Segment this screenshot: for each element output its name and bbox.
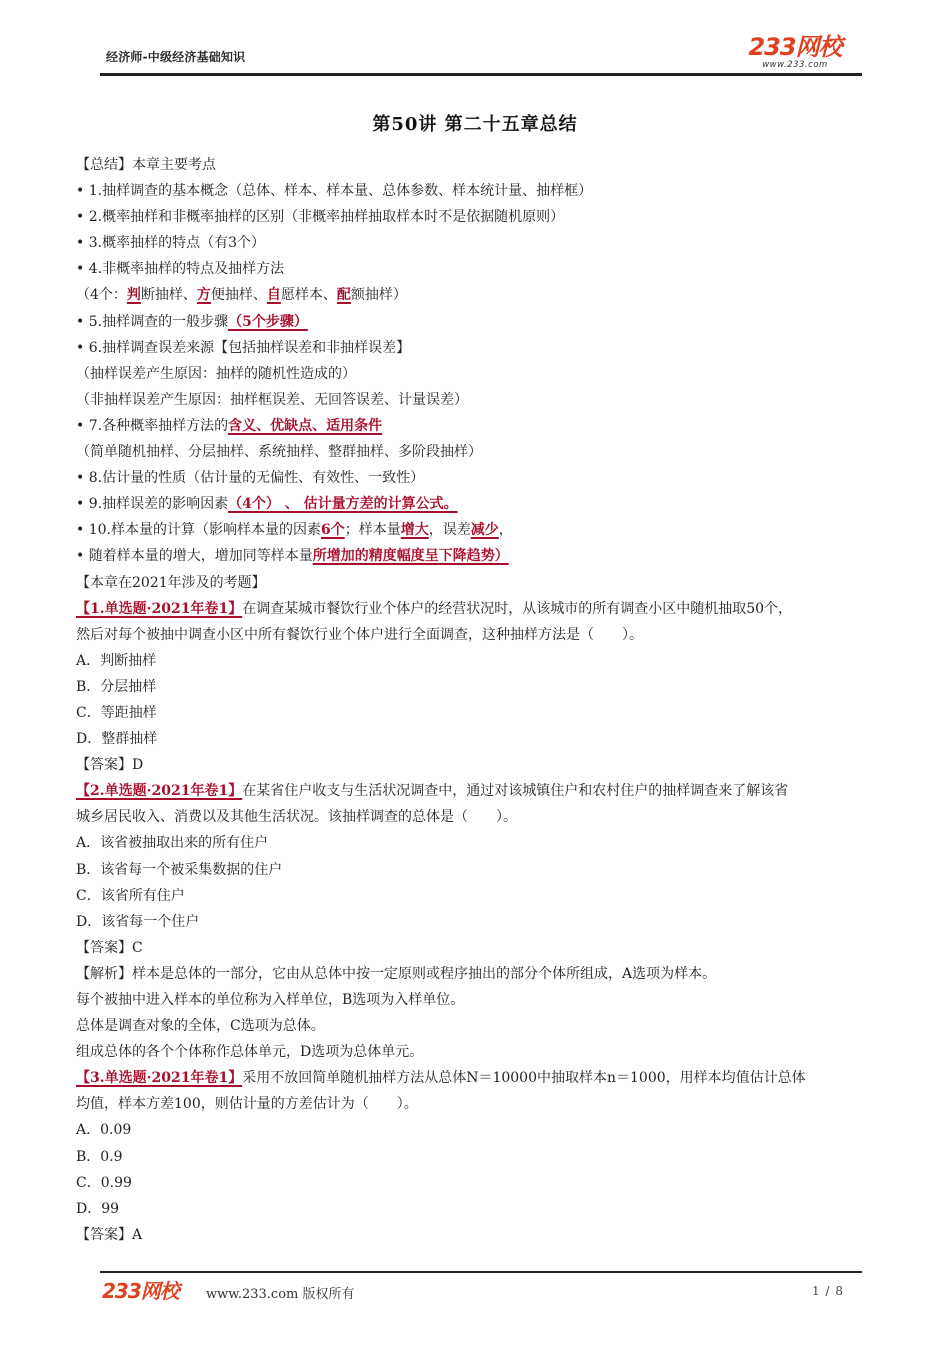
summary-item-3: • 3.概率抽样的特点（有3个） [76, 235, 265, 252]
question-3-answer: 【答案】A [76, 1226, 143, 1243]
question-3-stem [76, 1065, 876, 1091]
question-2-stem-cont: 城乡居民收入、消费以及其他生活状况。该抽样调查的总体是（ ）。 [76, 809, 517, 826]
text-span: 愿样本、 [280, 287, 337, 304]
summary-item-5 [76, 309, 876, 335]
highlight-text: 所增加的精度幅度呈下降趋势） [312, 548, 509, 565]
summary-item-4: • 4.非概率抽样的特点及抽样方法 [76, 261, 285, 278]
question-2-option-d: D．该省每一个住户 [76, 913, 200, 930]
highlight-text: 含义、优缺点、适用条件 [228, 417, 383, 434]
highlight-text: 减少 [470, 522, 499, 539]
highlight-text: 配 [336, 287, 351, 304]
question-tag: 【2.单选题·2021年卷1】 [76, 783, 243, 800]
question-2-analysis-4: 组成总体的各个个体称作总体单元，D选项为总体单元。 [76, 1044, 424, 1061]
summary-heading: 【总结】本章主要考点 [76, 157, 216, 173]
text-span: ，误差 [428, 522, 471, 539]
question-3-stem-cont: 均值，样本方差100，则估计量的方差估计为（ ）。 [76, 1096, 418, 1113]
summary-item-2: • 2.概率抽样和非概率抽样的区别（非概率抽样抽取样本时不是依据随机原则） [76, 209, 565, 226]
document-title: 第50讲 第二十五章总结 [372, 114, 578, 135]
text-span: ， [498, 522, 513, 539]
question-3-option-b: B．0.9 [76, 1148, 123, 1165]
question-1-stem [76, 596, 876, 622]
question-2-option-b: B．该省每一个被采集数据的住户 [76, 861, 283, 878]
highlight-text: 判 [126, 287, 141, 304]
text-span: • 5.抽样调查的一般步骤 [76, 313, 229, 330]
question-2-stem [76, 778, 876, 804]
highlight-text: （4个） 、 估计量方差的计算公式。 [228, 496, 458, 513]
question-3-option-d: D．99 [76, 1200, 120, 1217]
highlight-text: 自 [266, 287, 281, 304]
highlight-text: 6个 [320, 522, 345, 539]
document-body [76, 152, 876, 1248]
question-1-stem-cont: 然后对每个被抽中调查小区中所有餐饮行业个体户进行全面调查，这种抽样方法是（ ）。 [76, 626, 643, 643]
summary-item-6: • 6.抽样调查误差来源【包括抽样误差和非抽样误差】 [76, 339, 411, 356]
header-divider [100, 73, 862, 76]
summary-item-11 [76, 543, 876, 569]
text-span: （4个： [76, 287, 127, 304]
summary-item-7 [76, 413, 876, 439]
footer-copyright: www.233.com 版权所有 [206, 1287, 355, 1302]
page-header [104, 34, 862, 76]
summary-item-7-methods: （简单随机抽样、分层抽样、系统抽样、整群抽样、多阶段抽样） [76, 444, 482, 461]
text-span: 额抽样） [350, 287, 407, 304]
question-2-analysis-3: 总体是调查对象的全体，C选项为总体。 [76, 1018, 325, 1035]
text-span: 便抽样、 [210, 287, 267, 304]
header-subject: 经济师-中级经济基础知识 [106, 50, 246, 64]
footer-logo[interactable]: 233网校 [102, 1279, 179, 1303]
logo-text: 233网校 [748, 33, 842, 61]
brand-logo[interactable] [736, 34, 854, 74]
summary-item-6-sampling-error: （抽样误差产生原因：抽样的随机性造成的） [76, 365, 356, 382]
logo-url: www.233.com [762, 60, 828, 70]
summary-item-1: • 1.抽样调查的基本概念（总体、样本、样本量、总体参数、样本统计量、抽样框） [76, 183, 593, 200]
text-span: • 10.样本量的计算（影响样本量的因素 [76, 522, 321, 539]
highlight-text: 方 [196, 287, 211, 304]
summary-item-8: • 8.估计量的性质（估计量的无偏性、有效性、一致性） [76, 470, 425, 487]
exam-heading: 【本章在2021年涉及的考题】 [76, 574, 266, 591]
question-1-answer: 【答案】D [76, 757, 144, 774]
question-text: 在某省住户收支与生活状况调查中，通过对该城镇住户和农村住户的抽样调查来了解该省 [242, 783, 789, 800]
question-1-option-a: A．判断抽样 [76, 652, 157, 669]
question-tag: 【3.单选题·2021年卷1】 [76, 1070, 243, 1087]
question-text: 在调查某城市餐饮行业个体户的经营状况时，从该城市的所有调查小区中随机抽取50个， [242, 600, 793, 617]
text-span: • 随着样本量的增大，增加同等样本量 [76, 548, 313, 565]
highlight-text: （5个步骤） [228, 313, 308, 330]
question-1-option-b: B．分层抽样 [76, 678, 157, 695]
text-span: 断抽样、 [140, 287, 197, 304]
question-tag: 【1.单选题·2021年卷1】 [76, 600, 243, 617]
text-span: ；样本量 [344, 522, 401, 539]
question-2-option-a: A．该省被抽取出来的所有住户 [76, 835, 269, 852]
summary-item-4-methods [76, 282, 876, 308]
question-3-option-a: A．0.09 [76, 1122, 132, 1139]
question-2-option-c: C．该省所有住户 [76, 887, 185, 904]
question-3-option-c: C．0.99 [76, 1174, 132, 1191]
footer-divider [100, 1271, 862, 1273]
question-text: 采用不放回简单随机抽样方法从总体N＝10000中抽取样本n＝1000，用样本均值估计总体 [242, 1070, 806, 1087]
question-2-answer: 【答案】C [76, 939, 143, 956]
text-span: • 9.抽样误差的影响因素 [76, 496, 229, 513]
question-1-option-c: C．等距抽样 [76, 704, 157, 721]
highlight-text: 增大 [400, 522, 429, 539]
question-2-analysis-2: 每个被抽中进入样本的单位称为入样单位，B选项为入样单位。 [76, 992, 465, 1008]
page-footer [100, 1271, 862, 1311]
question-2-analysis-1: 【解析】样本是总体的一部分，它由从总体中按一定原则或程序抽出的部分个体所组成，A选项为样本。 [76, 965, 717, 982]
question-1-option-d: D．整群抽样 [76, 731, 158, 748]
summary-item-10 [76, 517, 876, 543]
page-number: 1 / 8 [812, 1284, 844, 1298]
summary-item-9 [76, 491, 876, 517]
summary-item-6-nonsampling-error: （非抽样误差产生原因：抽样框误差、无回答误差、计量误差） [76, 391, 468, 408]
text-span: • 7.各种概率抽样方法的 [76, 417, 229, 434]
